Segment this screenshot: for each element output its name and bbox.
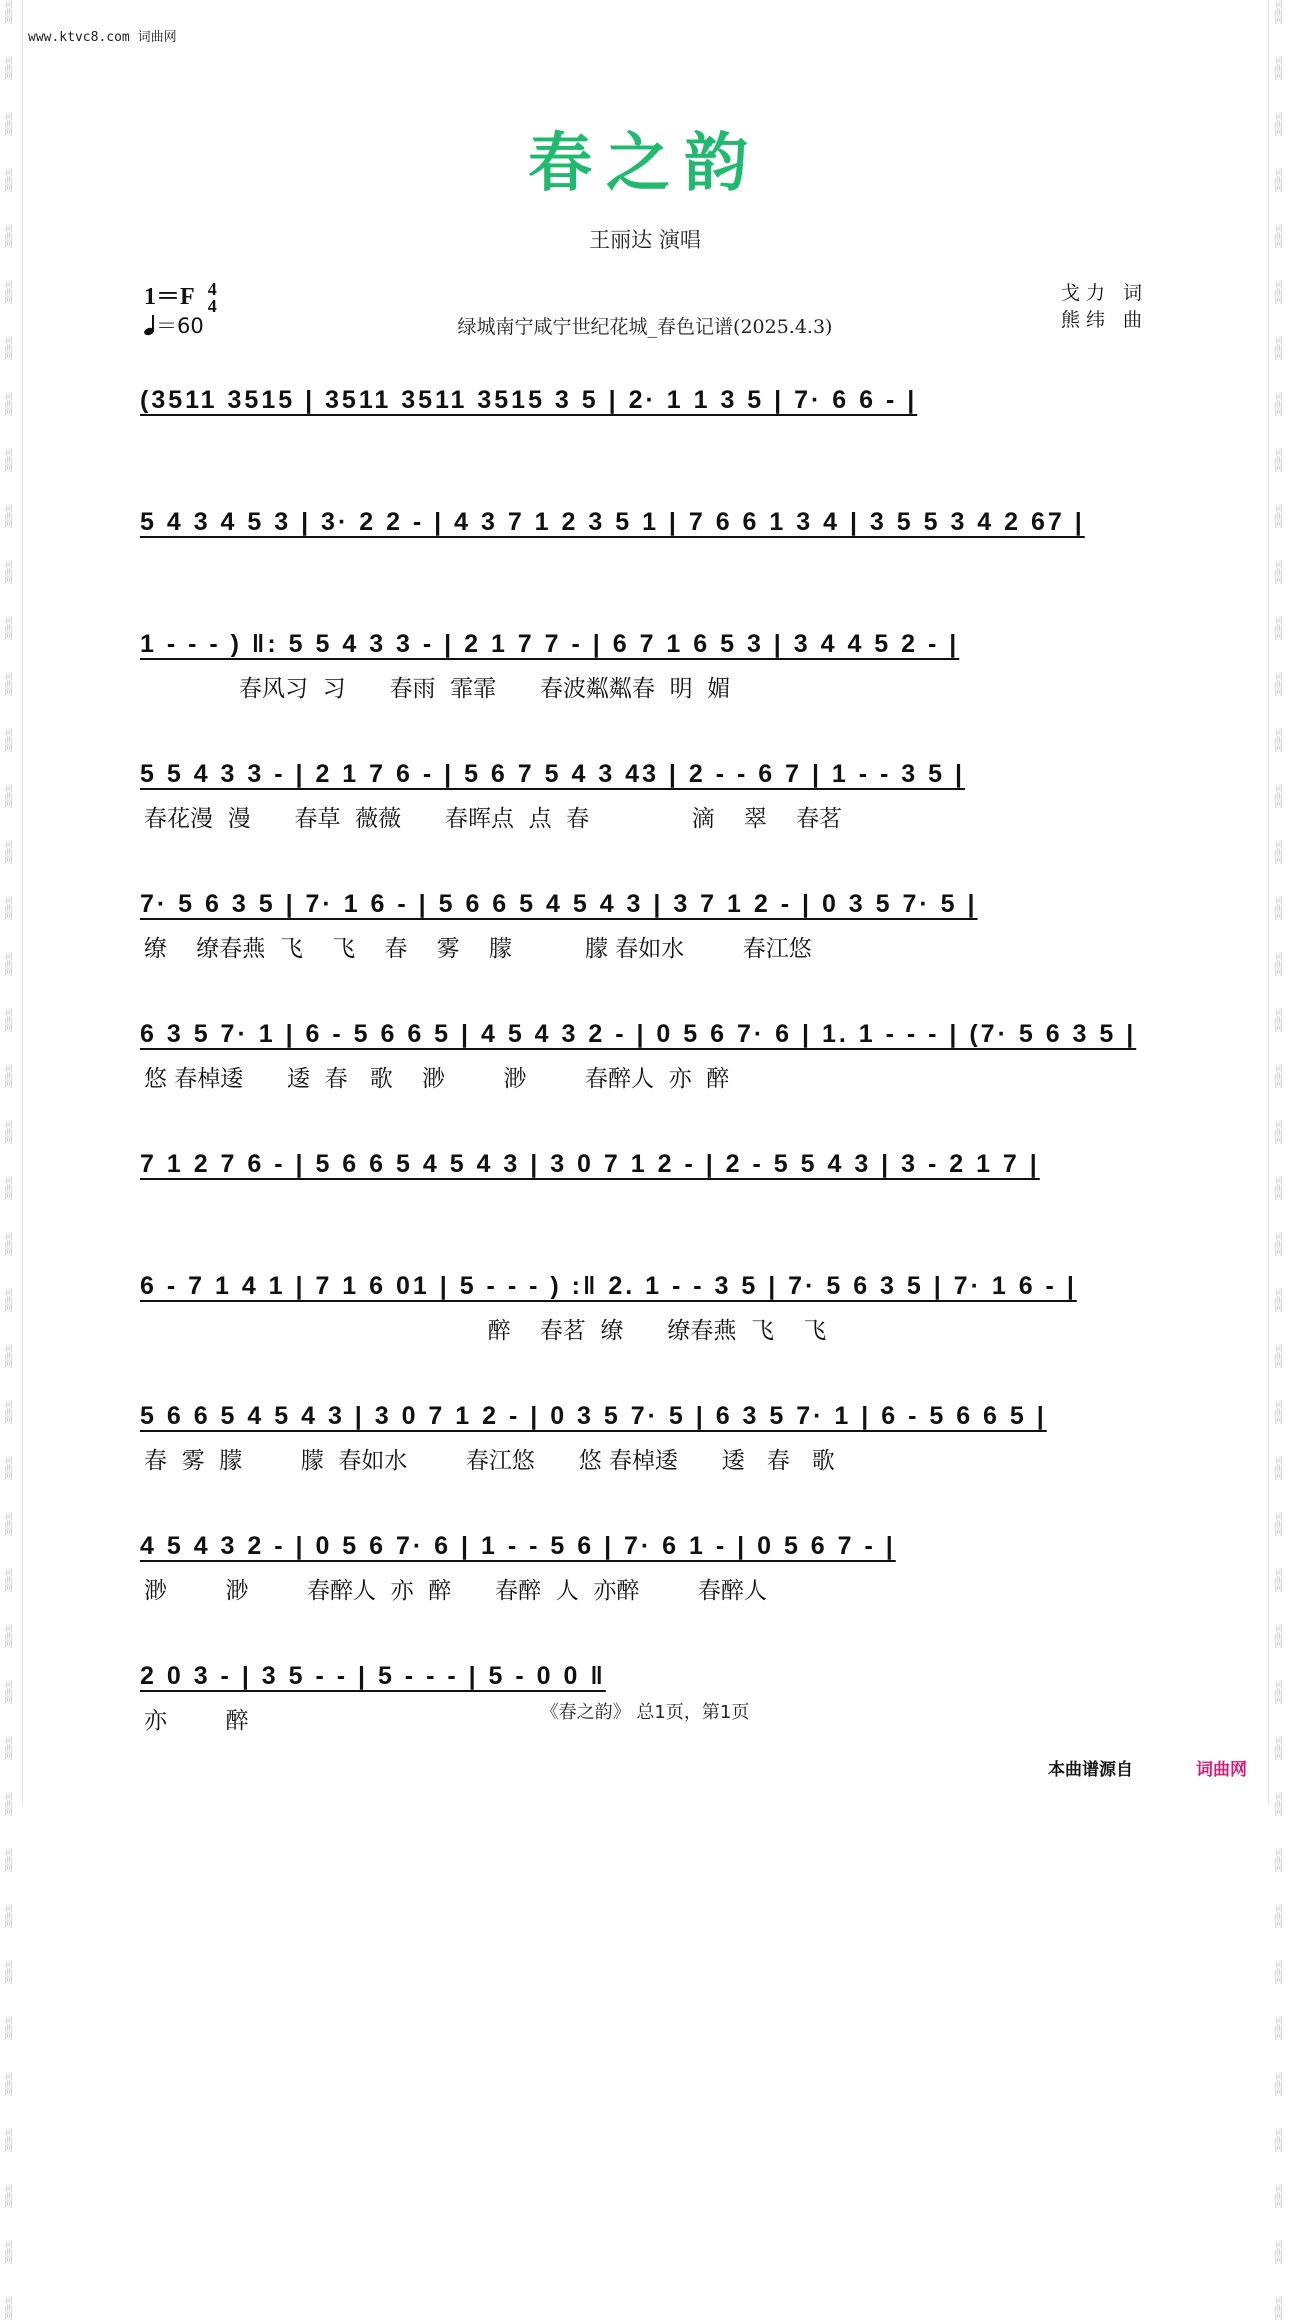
key-label: 1＝F <box>144 284 194 310</box>
lyric-line: 醉 春茗 缭 缭春燕 飞 飞 <box>144 1318 827 1344</box>
notation-line: 4 5 4 3 2 - | 0 5 6 7· 6 | 1 - - 5 6 | 7· 6 1 - | 0 5 6 7 - | <box>140 1532 896 1560</box>
score-row <box>140 754 1150 884</box>
brand-link[interactable]: 词曲网 <box>1196 1760 1247 1780</box>
lyric-line: 春风习 习 春雨 霏霏 春波粼粼春 明 媚 <box>144 676 731 702</box>
score-row <box>140 1144 1150 1266</box>
watermark-text: 词曲网 <box>4 2128 13 2152</box>
watermark-text: 词曲网 <box>4 448 13 472</box>
watermark-text: 词曲网 <box>1274 1400 1283 1424</box>
watermark-text: 词曲网 <box>1274 336 1283 360</box>
watermark-text: 词曲网 <box>1274 952 1283 976</box>
watermark-text: 词曲网 <box>4 1848 13 1872</box>
watermark-text: 词曲网 <box>1274 560 1283 584</box>
watermark-text: 词曲网 <box>4 1400 13 1424</box>
watermark-text: 词曲网 <box>1274 1344 1283 1368</box>
watermark-text: 词曲网 <box>1274 0 1283 24</box>
watermark-text: 词曲网 <box>1274 2184 1283 2208</box>
watermark-text: 词曲网 <box>1274 1176 1283 1200</box>
watermark-text: 词曲网 <box>4 504 13 528</box>
score-row <box>140 1396 1150 1526</box>
lyric-line: 春 雾 朦 朦 春如水 春江悠 悠 春棹逶 逶 春 歌 <box>144 1448 835 1474</box>
watermark-text: 词曲网 <box>1274 896 1283 920</box>
right-border <box>1268 0 1269 1804</box>
notation-line: (3511 3515 | 3511 3511 3515 3 5 | 2· 1 1 3 5 | 7· 6 6 - | <box>140 386 918 414</box>
watermark-text: 词曲网 <box>1274 280 1283 304</box>
watermark-text: 词曲网 <box>4 1960 13 1984</box>
watermark-text: 词曲网 <box>1274 392 1283 416</box>
source-label: 本曲谱源自 <box>1048 1760 1133 1780</box>
watermark-text: 词曲网 <box>1274 1736 1283 1760</box>
tempo-value: ＝60 <box>156 314 204 338</box>
watermark-text: 词曲网 <box>1274 728 1283 752</box>
watermark-text: 词曲网 <box>4 1064 13 1088</box>
watermark-text: 词曲网 <box>4 1176 13 1200</box>
watermark-text: 词曲网 <box>4 952 13 976</box>
meter-bottom: 4 <box>207 296 217 317</box>
watermark-text: 词曲网 <box>1274 2240 1283 2264</box>
credits <box>1061 280 1148 334</box>
watermark-text: 词曲网 <box>4 560 13 584</box>
watermark-text: 词曲网 <box>4 1512 13 1536</box>
watermark-text: 词曲网 <box>1274 448 1283 472</box>
watermark-text: 词曲网 <box>1274 1904 1283 1928</box>
composer: 熊纬 曲 <box>1060 309 1148 331</box>
watermark-text: 词曲网 <box>1274 504 1283 528</box>
watermark-text: 词曲网 <box>1274 1232 1283 1256</box>
notation-line: 2 0 3 - | 3 5 - - | 5 - - - | 5 - 0 0 ‖ <box>140 1662 606 1690</box>
notation-line: 5 4 3 4 5 3 | 3· 2 2 - | 4 3 7 1 2 3 5 1 | 7 6 6 1 3 4 | 3 5 5 3 4 2 67 | <box>140 508 1085 536</box>
watermark-text: 词曲网 <box>1274 1064 1283 1088</box>
watermark-text: 词曲网 <box>4 1736 13 1760</box>
watermark-text: 词曲网 <box>1274 672 1283 696</box>
watermark-text: 词曲网 <box>4 1008 13 1032</box>
page-footer: 《春之韵》 总1页，第1页 <box>540 1702 750 1723</box>
watermark-text: 词曲网 <box>4 2016 13 2040</box>
watermark-text: 词曲网 <box>4 2184 13 2208</box>
watermark-text: 词曲网 <box>1274 112 1283 136</box>
lyric-line: 缭 缭春燕 飞 飞 春 雾 朦 朦 春如水 春江悠 <box>144 936 812 962</box>
score-row <box>140 1526 1150 1656</box>
watermark-text: 词曲网 <box>4 1344 13 1368</box>
watermark-text: 词曲网 <box>4 1288 13 1312</box>
score <box>140 380 1150 1778</box>
watermark-text: 词曲网 <box>1274 616 1283 640</box>
watermark-text: 词曲网 <box>4 2240 13 2264</box>
watermark-text: 词曲网 <box>4 224 13 248</box>
watermark-text: 词曲网 <box>4 280 13 304</box>
watermark-text: 词曲网 <box>1274 56 1283 80</box>
watermark-text: 词曲网 <box>4 728 13 752</box>
watermark-text: 词曲网 <box>1274 1288 1283 1312</box>
watermark-text: 词曲网 <box>4 168 13 192</box>
watermark-text: 词曲网 <box>1274 168 1283 192</box>
watermark-text: 词曲网 <box>4 2296 13 2320</box>
watermark-text: 词曲网 <box>4 896 13 920</box>
watermark-text: 词曲网 <box>4 1904 13 1928</box>
song-title: 春之韵 <box>528 127 762 201</box>
watermark-text: 词曲网 <box>1274 1960 1283 1984</box>
lyric-line: 亦 醉 <box>144 1708 249 1734</box>
watermark-text: 词曲网 <box>1274 1848 1283 1872</box>
watermark-text: 词曲网 <box>1274 1008 1283 1032</box>
watermark-text: 词曲网 <box>4 840 13 864</box>
watermark-text: 词曲网 <box>1274 1568 1283 1592</box>
watermark-text: 词曲网 <box>1274 2296 1283 2320</box>
watermark-text: 词曲网 <box>4 1568 13 1592</box>
left-border <box>22 0 23 1804</box>
time-signature <box>208 281 217 315</box>
watermark-text: 词曲网 <box>4 1232 13 1256</box>
watermark-text: 词曲网 <box>1274 784 1283 808</box>
score-row <box>140 1266 1150 1396</box>
notation-line: 1 - - - ) ‖: 5 5 4 3 3 - | 2 1 7 7 - | 6 7 1 6 5 3 | 3 4 4 5 2 - | <box>140 630 960 658</box>
lyricist: 戈力 词 <box>1060 282 1148 304</box>
watermark-text: 词曲网 <box>4 56 13 80</box>
watermark-text: 词曲网 <box>1274 1120 1283 1144</box>
notation-line: 5 5 4 3 3 - | 2 1 7 6 - | 5 6 7 5 4 3 43 | 2 - - 6 7 | 1 - - 3 5 | <box>140 760 965 788</box>
watermark-text: 词曲网 <box>4 2072 13 2096</box>
watermark-text: 词曲网 <box>1274 2128 1283 2152</box>
watermark-text: 词曲网 <box>1274 1680 1283 1704</box>
notation-line: 6 3 5 7· 1 | 6 - 5 6 6 5 | 4 5 4 3 2 - | 0 5 6 7· 6 | 1. 1 - - - | (7· 5 6 3 5 | <box>140 1020 1137 1048</box>
watermark-text: 词曲网 <box>1274 1456 1283 1480</box>
watermark-text: 词曲网 <box>4 112 13 136</box>
watermark-text: 词曲网 <box>4 1120 13 1144</box>
watermark-text: 词曲网 <box>1274 1624 1283 1648</box>
watermark-text: 词曲网 <box>4 392 13 416</box>
lyric-line: 春花漫 漫 春草 薇薇 春晖点 点 春 滴 翠 春茗 <box>144 806 843 832</box>
meter-top: 4 <box>207 279 217 300</box>
watermark-text: 词曲网 <box>4 0 13 24</box>
notation-line: 7 1 2 7 6 - | 5 6 6 5 4 5 4 3 | 3 0 7 1 2 - | 2 - 5 5 4 3 | 3 - 2 1 7 | <box>140 1150 1040 1178</box>
transcription-note: 绿城南宁咸宁世纪花城_春色记谱(2025.4.3) <box>457 316 833 338</box>
lyric-line: 悠 春棹逶 逶 春 歌 渺 渺 春醉人 亦 醉 <box>144 1066 730 1092</box>
lyric-line: 渺 渺 春醉人 亦 醉 春醉 人 亦醉 春醉人 <box>144 1578 767 1604</box>
watermark-text: 词曲网 <box>4 1456 13 1480</box>
notation-line: 7· 5 6 3 5 | 7· 1 6 - | 5 6 6 5 4 5 4 3 | 3 7 1 2 - | 0 3 5 7· 5 | <box>140 890 978 918</box>
watermark-text: 词曲网 <box>1274 224 1283 248</box>
watermark-text: 词曲网 <box>1274 1792 1283 1816</box>
score-row <box>140 502 1150 624</box>
score-row <box>140 1014 1150 1144</box>
watermark-text: 词曲网 <box>4 784 13 808</box>
notation-line: 6 - 7 1 4 1 | 7 1 6 01 | 5 - - - ) :‖ 2. 1 - - 3 5 | 7· 5 6 3 5 | 7· 1 6 - | <box>140 1272 1077 1300</box>
watermark-text: 词曲网 <box>1274 2016 1283 2040</box>
score-row <box>140 624 1150 754</box>
singer: 王丽达 演唱 <box>589 228 701 252</box>
watermark-text: 词曲网 <box>4 336 13 360</box>
score-row <box>140 884 1150 1014</box>
watermark-text: 词曲网 <box>4 616 13 640</box>
watermark-text: 词曲网 <box>4 672 13 696</box>
watermark-text: 词曲网 <box>4 1624 13 1648</box>
left-watermark <box>3 0 17 2320</box>
right-watermark <box>1273 0 1287 2320</box>
score-row <box>140 380 1150 502</box>
site-url[interactable]: www.ktvc8.com 词曲网 <box>28 30 177 45</box>
watermark-text: 词曲网 <box>1274 1512 1283 1536</box>
notation-line: 5 6 6 5 4 5 4 3 | 3 0 7 1 2 - | 0 3 5 7· 5 | 6 3 5 7· 1 | 6 - 5 6 6 5 | <box>140 1402 1047 1430</box>
watermark-text: 词曲网 <box>1274 840 1283 864</box>
watermark-text: 词曲网 <box>4 1680 13 1704</box>
watermark-text: 词曲网 <box>1274 2072 1283 2096</box>
watermark-text: 词曲网 <box>4 1792 13 1816</box>
